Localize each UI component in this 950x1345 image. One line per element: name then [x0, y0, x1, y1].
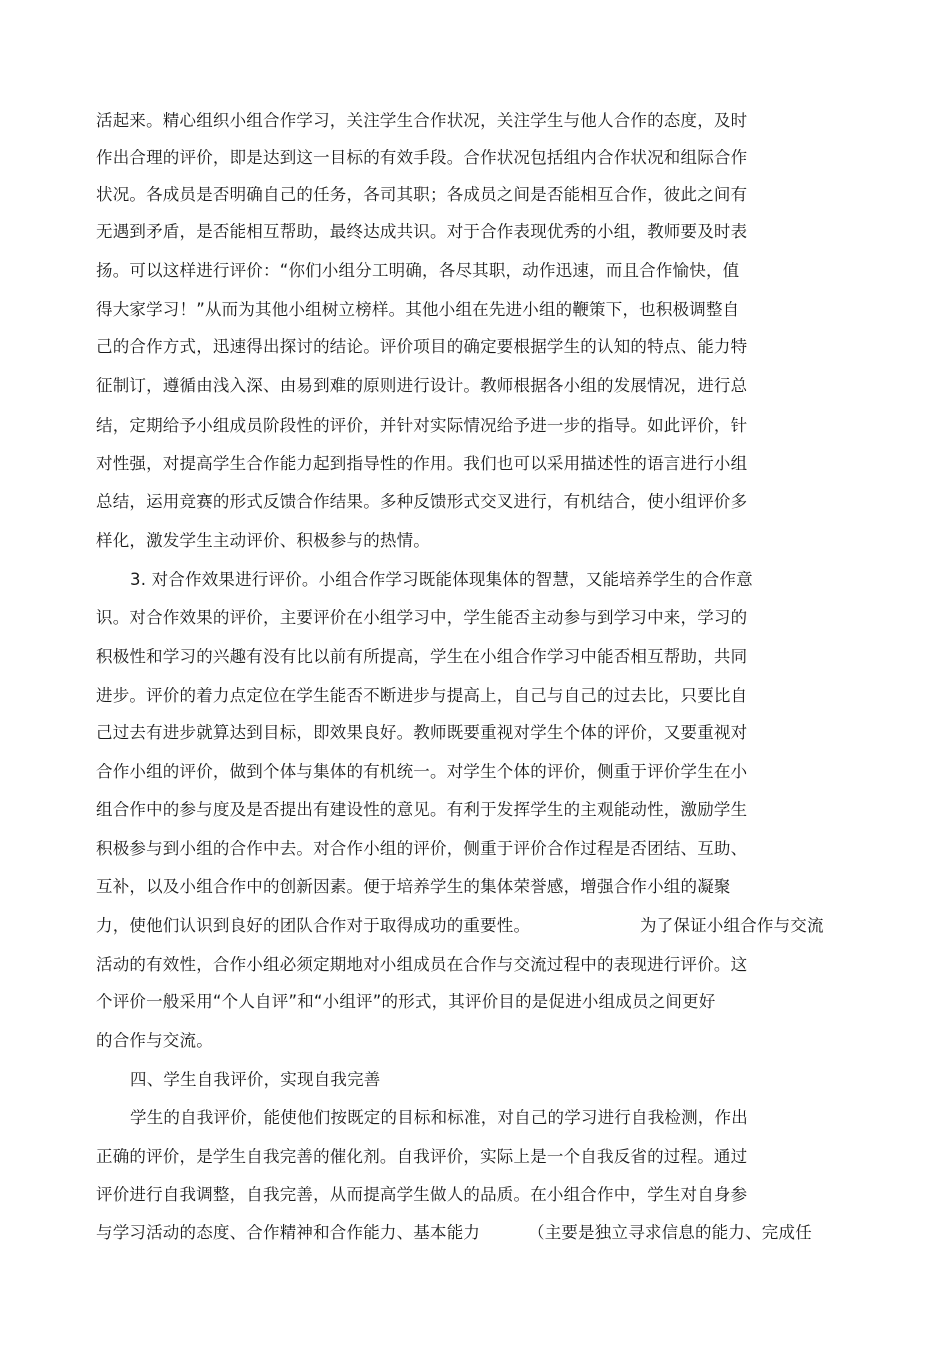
section-heading: 四、学生自我评价，实现自我完善 [130, 1070, 381, 1089]
paragraph-first-line: 学生的自我评价，能使他们按既定的目标和标准，对自己的学习进行自我检测，作出 [130, 1108, 748, 1127]
text-line: 得大家学习！”从而为其他小组树立榜样。其他小组在先进小组的鞭策下，也积极调整自 [96, 300, 740, 319]
text-line: 积极参与到小组的合作中去。对合作小组的评价，侧重于评价合作过程是否团结、互助、 [96, 839, 748, 858]
text-line: 活动的有效性，合作小组必须定期地对小组成员在合作与交流过程中的表现进行评价。这 [96, 955, 748, 974]
text-line: 合作小组的评价，做到个体与集体的有机统一。对学生个体的评价，侧重于评价学生在小 [96, 762, 748, 781]
paragraph-first-line: 3. 对合作效果进行评价。小组合作学习既能体现集体的智慧，又能培养学生的合作意 [130, 570, 753, 589]
text-line: 无遇到矛盾，是否能相互帮助，最终达成共识。对于合作表现优秀的小组，教师要及时表 [96, 222, 748, 241]
text-line: 作出合理的评价，即是达到这一目标的有效手段。合作状况包括组内合作状况和组际合作 [96, 148, 748, 167]
text-line: 总结，运用竞赛的形式反馈合作结果。多种反馈形式交叉进行，有机结合，使小组评价多 [96, 492, 748, 511]
text-line: 组合作中的参与度及是否提出有建设性的意见。有利于发挥学生的主观能动性，激励学生 [96, 800, 748, 819]
text-line: 正确的评价，是学生自我完善的催化剂。自我评价，实际上是一个自我反省的过程。通过 [96, 1147, 748, 1166]
text-line: 的合作与交流。 [96, 1031, 213, 1050]
text-line: 对性强，对提高学生合作能力起到指导性的作用。我们也可以采用描述性的语言进行小组 [96, 454, 748, 473]
text-line: 活起来。精心组织小组合作学习，关注学生合作状况，关注学生与他人合作的态度，及时 [96, 111, 748, 130]
text-line: 个评价一般采用“个人自评”和“小组评”的形式，其评价目的是促进小组成员之间更好 [96, 992, 716, 1011]
text-line: 与学习活动的态度、合作精神和合作能力、基本能力 [96, 1223, 481, 1242]
text-line-continuation: 为了保证小组合作与交流 [640, 916, 824, 935]
text-line: 状况。各成员是否明确自己的任务，各司其职；各成员之间是否能相互合作，彼此之间有 [96, 185, 748, 204]
text-line: 互补，以及小组合作中的创新因素。便于培养学生的集体荣誉感，增强合作小组的凝聚 [96, 877, 731, 896]
text-line: 扬。可以这样进行评价：“你们小组分工明确，各尽其职，动作迅速，而且合作愉快，值 [96, 261, 740, 280]
text-line: 进步。评价的着力点定位在学生能否不断进步与提高上，自己与自己的过去比，只要比自 [96, 686, 748, 705]
text-line: 征制订，遵循由浅入深、由易到难的原则进行设计。教师根据各小组的发展情况，进行总 [96, 376, 748, 395]
text-line: 识。对合作效果的评价，主要评价在小组学习中，学生能否主动参与到学习中来，学习的 [96, 608, 748, 627]
text-line: 己过去有进步就算达到目标，即效果良好。教师既要重视对学生个体的评价，又要重视对 [96, 723, 748, 742]
text-line-continuation: （主要是独立寻求信息的能力、完成任 [528, 1223, 812, 1242]
text-line: 样化，激发学生主动评价、积极参与的热情。 [96, 531, 430, 550]
text-line: 积极性和学习的兴趣有没有比以前有所提高，学生在小组合作学习中能否相互帮助，共同 [96, 647, 748, 666]
text-line: 评价进行自我调整，自我完善，从而提高学生做人的品质。在小组合作中，学生对自身参 [96, 1185, 748, 1204]
text-line: 力，使他们认识到良好的团队合作对于取得成功的重要性。 [96, 916, 531, 935]
text-line: 结，定期给予小组成员阶段性的评价，并针对实际情况给予进一步的指导。如此评价，针 [96, 416, 748, 435]
text-line: 己的合作方式，迅速得出探讨的结论。评价项目的确定要根据学生的认知的特点、能力特 [96, 337, 748, 356]
